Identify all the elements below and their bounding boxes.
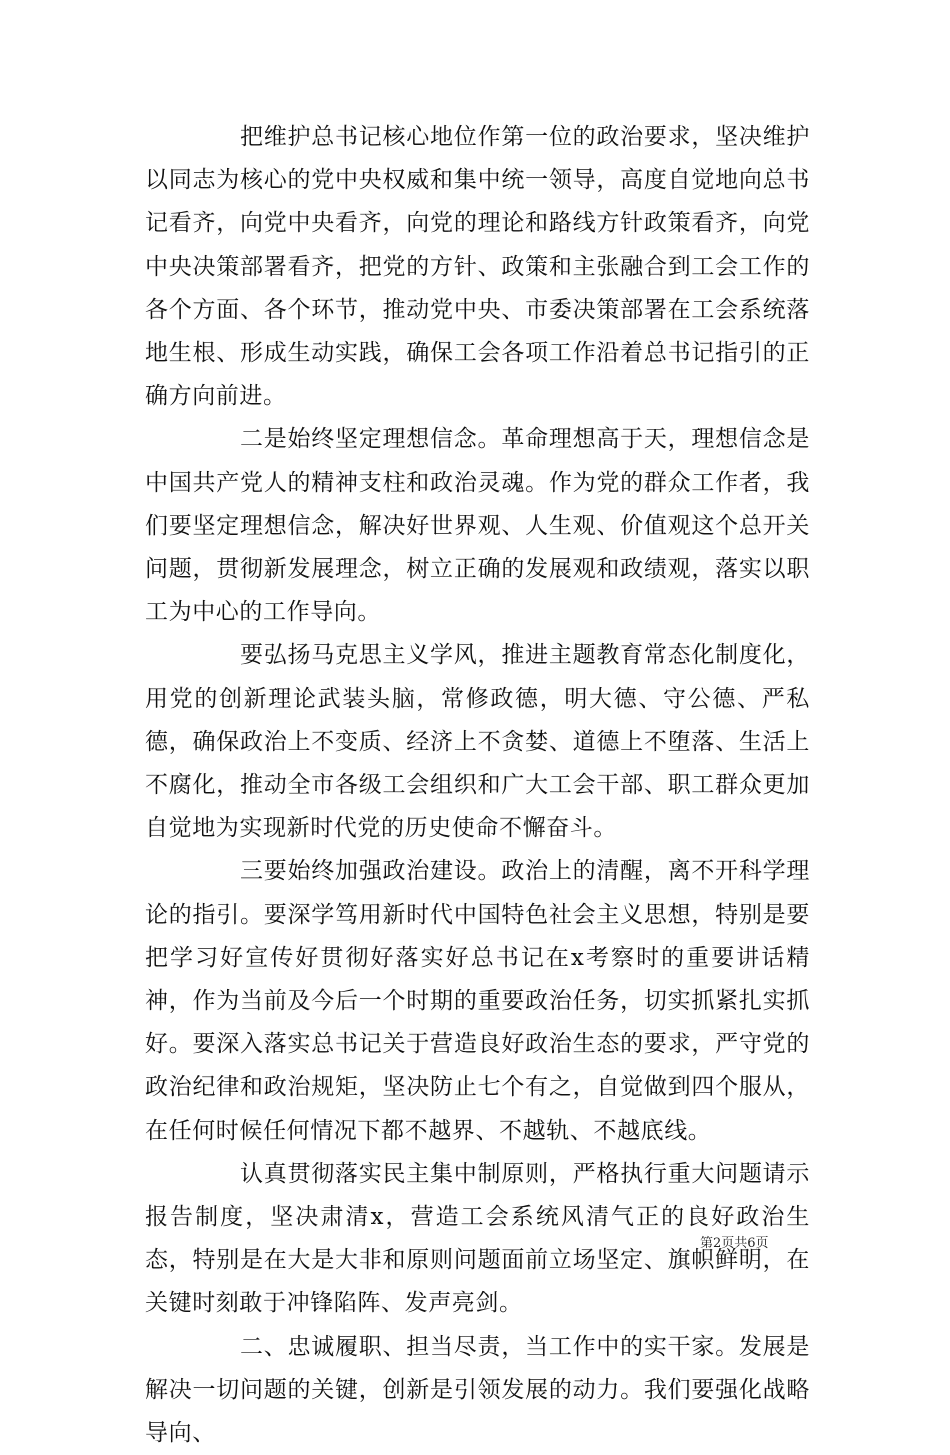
paragraph-5: 认真贯彻落实民主集中制原则，严格执行重大问题请示报告制度，坚决肃清x，营造工会系统风清气正的良好政治生态，特别是在大是大非和原则问题面前立场坚定、旗帜鲜明，在关键时刻敢于冲锋陷阵、发声亮剑。 — [145, 1160, 810, 1317]
paragraph-1: 把维护总书记核心地位作第一位的政治要求，坚决维护以同志为核心的党中央权威和集中统一领导，高度自觉地向总书记看齐，向党中央看齐，向党的理论和路线方针政策看齐，向党中央决策部署看齐，把党的方针、政策和主张融合到工会工作的各个方面、各个环节，推动党中央、市委决策部署在工会系统落地生根、形成生动实践，确保工会各项工作沿着总书记指引的正确方向前进。 — [145, 124, 810, 410]
body-text — [145, 116, 810, 1455]
paragraph-4: 三要始终加强政治建设。政治上的清醒，离不开科学理论的指引。要深学笃用新时代中国特色社会主义思想，特别是要把学习好宣传好贯彻好落实好总书记在x考察时的重要讲话精神，作为当前及今后一个时期的重要政治任务，切实抓紧扎实抓好。要深入落实总书记关于营造良好政治生态的要求，严守党的政治纪律和政治规矩，坚决防止七个有之，自觉做到四个服从，在任何时候任何情况下都不越界、不越轨、不越底线。 — [145, 858, 810, 1144]
paragraph-2: 二是始终坚定理想信念。革命理想高于天，理想信念是中国共产党人的精神支柱和政治灵魂。作为党的群众工作者，我们要坚定理想信念，解决好世界观、人生观、价值观这个总开关问题，贯彻新发展理念，树立正确的发展观和政绩观，落实以职工为中心的工作导向。 — [145, 426, 810, 626]
page-number-footer: 第2页共6页 — [700, 1236, 769, 1251]
paragraph-3: 要弘扬马克思主义学风，推进主题教育常态化制度化，用党的创新理论武装头脑，常修政德，明大德、守公德、严私德，确保政治上不变质、经济上不贪婪、道德上不堕落、生活上不腐化，推动全市各级工会组织和广大工会干部、职工群众更加自觉地为实现新时代党的历史使命不懈奋斗。 — [145, 642, 810, 842]
paragraph-6: 二、忠诚履职、担当尽责，当工作中的实干家。发展是解决一切问题的关键，创新是引领发展的动力。我们要强化战略导向、 — [145, 1333, 810, 1447]
